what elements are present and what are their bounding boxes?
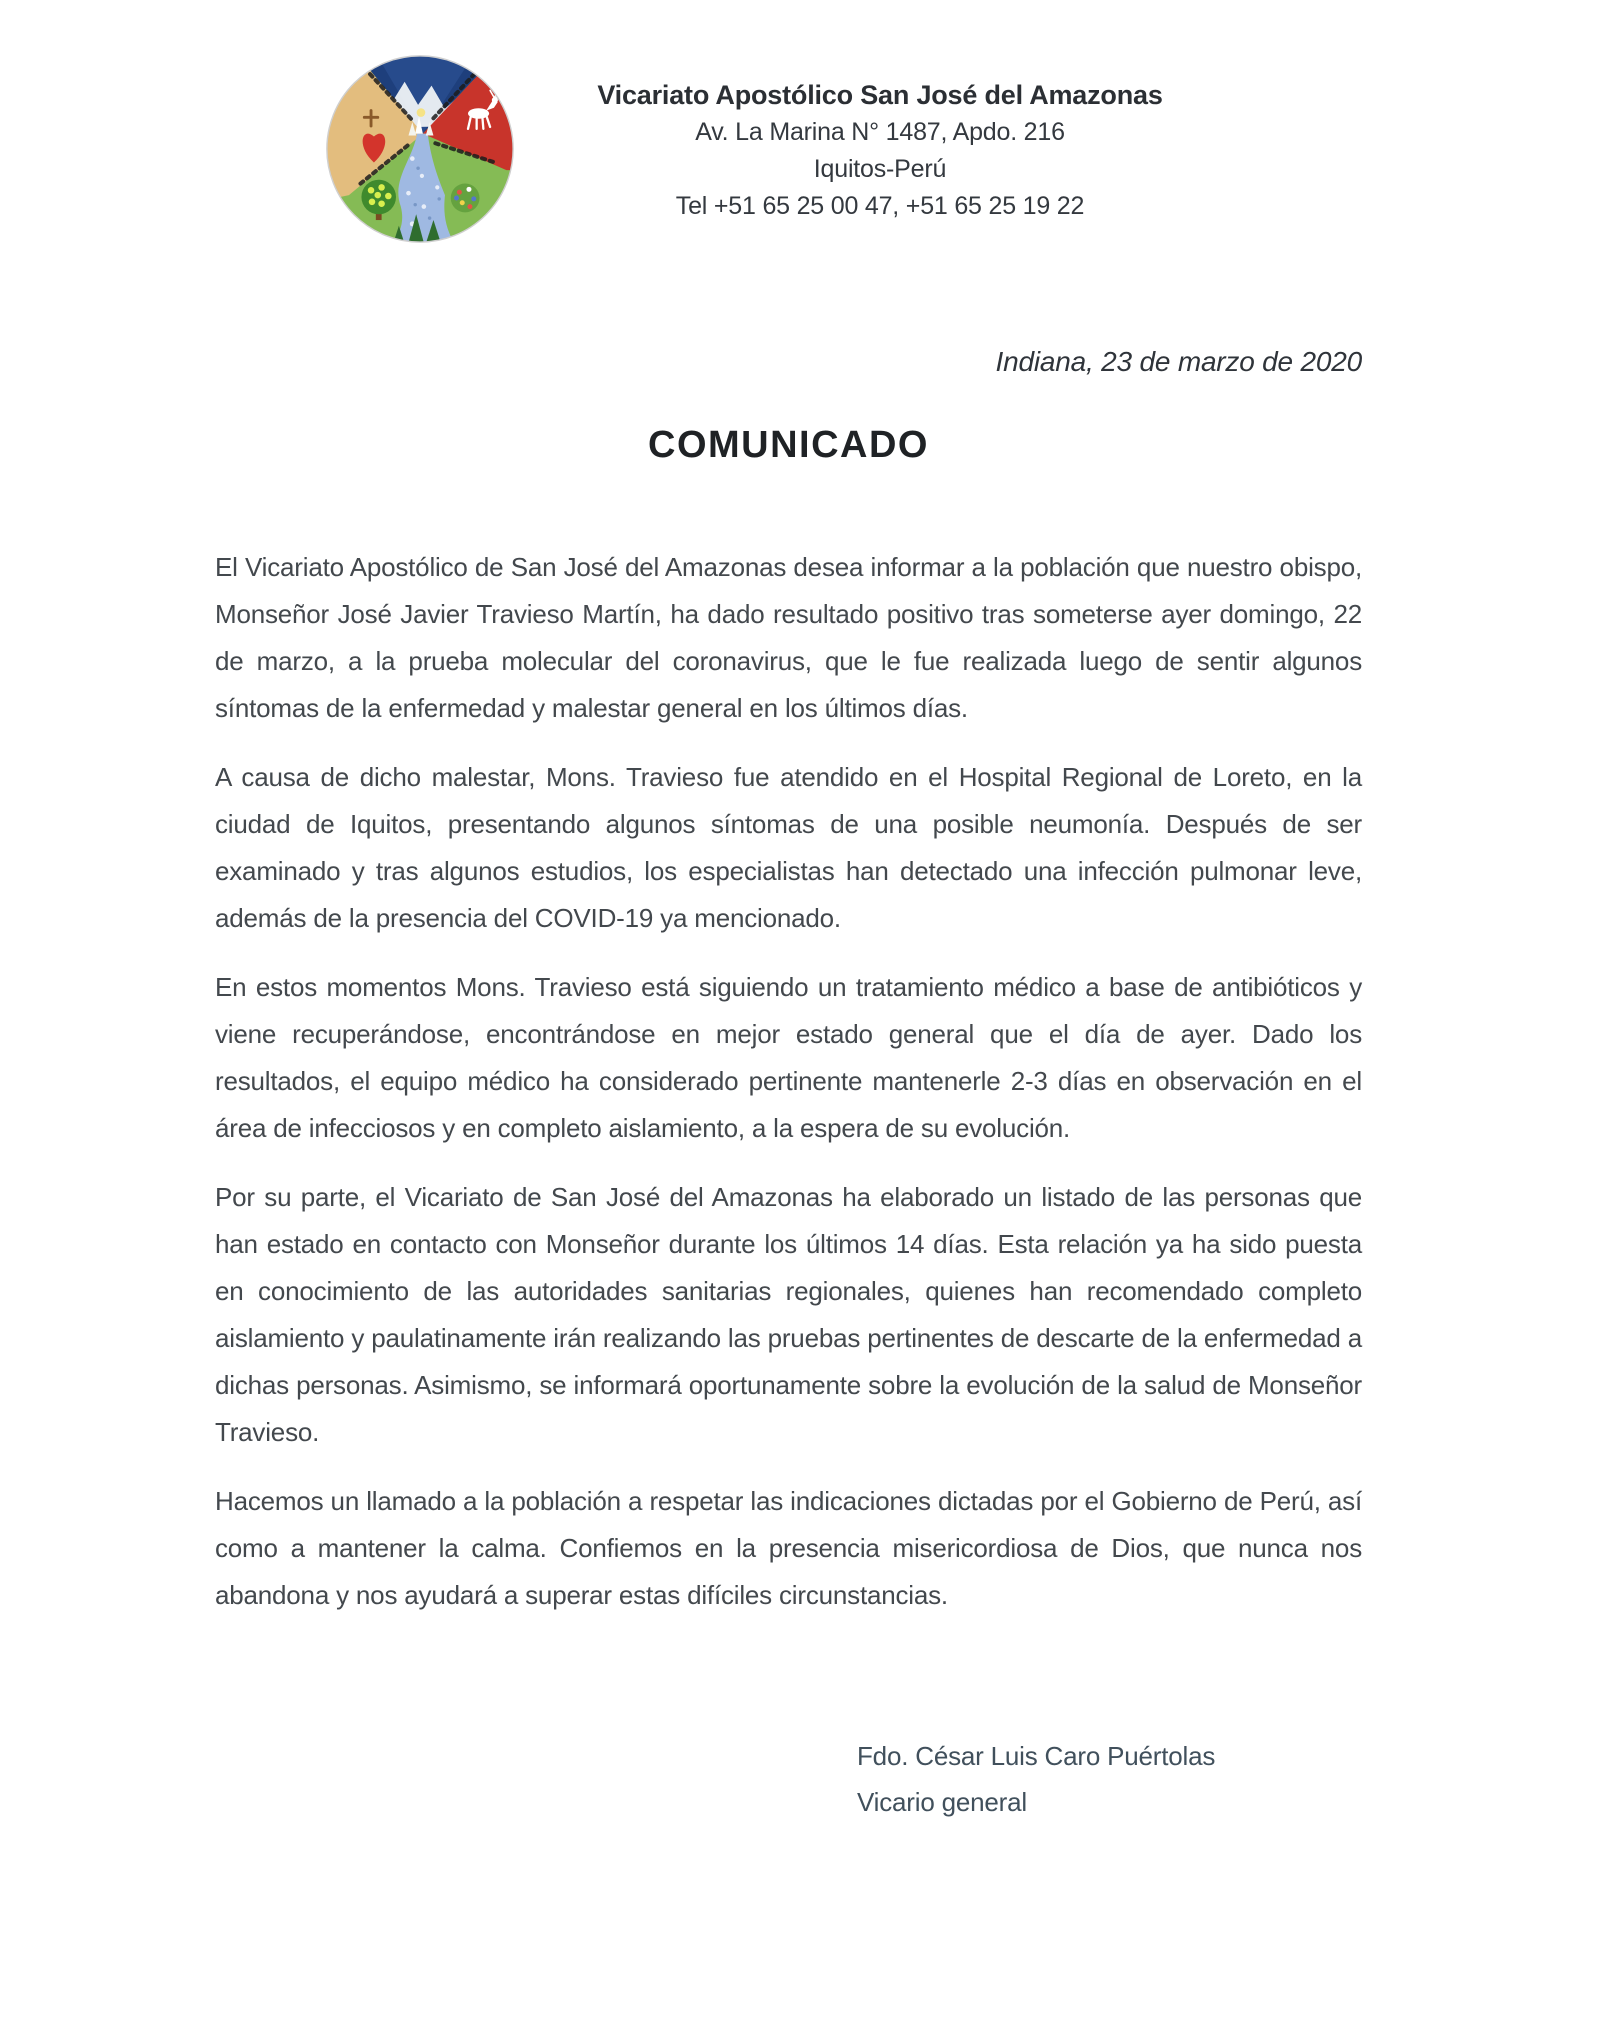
date-line: Indiana, 23 de marzo de 2020 bbox=[995, 346, 1362, 377]
letter-paragraph: En estos momentos Mons. Travieso está siguiendo un tratamiento médico a base de antibióticos y viene recuperándose, encontrándose en mejor estado general que el día de ayer. Dado los resultados, el equipo médico ha considerado pertinente mantenerle 2-3 días en observación en el área de infecciosos y en completo aislamiento, a la espera de su evolución. bbox=[215, 972, 1362, 1143]
letter-body bbox=[215, 544, 1362, 1641]
signature-role: Vicario general bbox=[857, 1787, 1027, 1817]
org-name: Vicariato Apostólico San José del Amazonas bbox=[597, 80, 1163, 110]
letter-paragraph: Hacemos un llamado a la población a respetar las indicaciones dictadas por el Gobierno de Perú, así como a mantener la calma. Confiemos en la presencia misericordiosa de Dios, que nunca nos abandona y nos ayudará a superar estas difíciles circunstancias. bbox=[215, 1486, 1362, 1610]
communique-title: COMUNICADO bbox=[648, 424, 929, 466]
org-phone: Tel +51 65 25 00 47, +51 65 25 19 22 bbox=[675, 192, 1085, 220]
org-address: Av. La Marina N° 1487, Apdo. 216 bbox=[695, 118, 1065, 146]
letter-paragraph: A causa de dicho malestar, Mons. Travieso fue atendido en el Hospital Regional de Loreto, en la ciudad de Iquitos, presentando algunos síntomas de una posible neumonía. Después de ser examinado y tras algunos estudios, los especialistas han detectado una infección pulmonar leve, además de la presencia del COVID-19 ya mencionado. bbox=[215, 762, 1362, 933]
org-city: Iquitos-Perú bbox=[813, 155, 947, 183]
letter-paragraph: El Vicariato Apostólico de San José del Amazonas desea informar a la población que nuestro obispo, Monseñor José Javier Travieso Martín, ha dado resultado positivo tras someterse ayer domingo, 22 de marzo, a la prueba molecular del coronavirus, que le fue realizada luego de sentir algunos síntomas de la enfermedad y malestar general en los últimos días. bbox=[215, 552, 1362, 723]
org-block bbox=[460, 76, 1300, 225]
signature-name: Fdo. César Luis Caro Puértolas bbox=[857, 1741, 1216, 1771]
letter-paragraph: Por su parte, el Vicariato de San José del Amazonas ha elaborado un listado de las personas que han estado en contacto con Monseñor durante los últimos 14 días. Esta relación ya ha sido puesta en conocimiento de las autoridades sanitarias regionales, quienes han recomendado completo aislamiento y paulatinamente irán realizando las pruebas pertinentes de descarte de la enfermedad a dichas personas. Asimismo, se informará oportunamente sobre la evolución de la salud de Monseñor Travieso. bbox=[215, 1182, 1362, 1447]
signature-block bbox=[857, 1733, 1215, 1825]
